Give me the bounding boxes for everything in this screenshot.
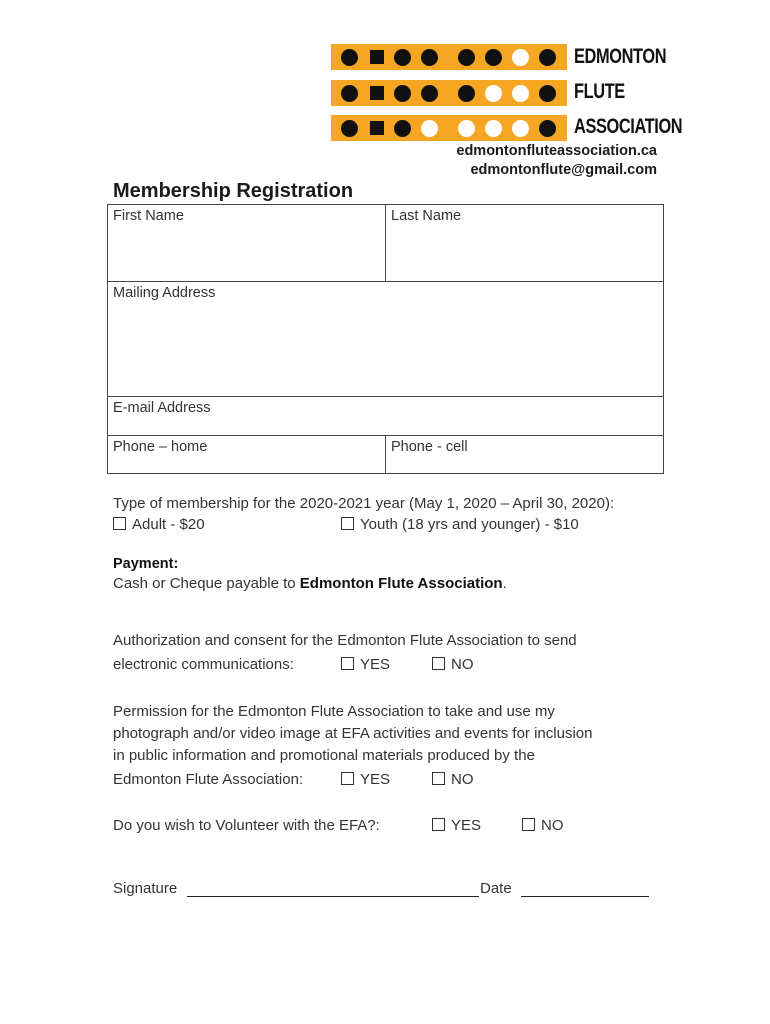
adult-option[interactable] <box>113 516 205 533</box>
youth-option[interactable] <box>341 516 579 533</box>
volunteer-question: Do you wish to Volunteer with the EFA?: <box>113 817 380 834</box>
logo-open-dot <box>485 85 502 102</box>
payment-prefix: Cash or Cheque payable to <box>113 575 300 592</box>
date-line[interactable] <box>521 896 649 897</box>
logo-open-dot <box>421 120 438 137</box>
logo-square <box>370 121 384 135</box>
email-label: E-mail Address <box>113 400 211 416</box>
last-name-field[interactable] <box>385 204 664 282</box>
date-label: Date <box>480 880 512 897</box>
email-link[interactable]: edmontonflute@gmail.com <box>470 162 657 178</box>
logo-word: EDMONTON <box>574 45 667 68</box>
efa-logo <box>331 44 683 140</box>
permission-line-4: Edmonton Flute Association: <box>113 771 304 788</box>
phone-home-field[interactable] <box>107 435 386 474</box>
logo-dot <box>458 49 475 66</box>
mailing-address-field[interactable] <box>107 281 664 397</box>
volunteer-no-checkbox[interactable] <box>522 818 535 831</box>
logo-open-dot <box>458 120 475 137</box>
permission-line-2: photograph and/or video image at EFA activities and events for inclusion <box>113 725 593 742</box>
adult-checkbox[interactable] <box>113 517 126 530</box>
logo-dot <box>539 49 556 66</box>
first-name-field[interactable] <box>107 204 386 282</box>
logo-dot <box>394 49 411 66</box>
logo-bar-1 <box>331 44 567 70</box>
adult-label: Adult - $20 <box>132 516 205 533</box>
logo-open-dot <box>485 120 502 137</box>
logo-word: FLUTE <box>574 80 625 103</box>
volunteer-yes-option[interactable] <box>432 817 481 834</box>
logo-open-dot <box>512 85 529 102</box>
logo-square <box>370 86 384 100</box>
logo-open-dot <box>512 49 529 66</box>
logo-bar-2 <box>331 80 567 106</box>
volunteer-yes-label: YES <box>451 817 482 834</box>
volunteer-no-option[interactable] <box>522 817 564 834</box>
logo-dot <box>341 49 358 66</box>
payment-payee: Edmonton Flute Association <box>299 575 503 592</box>
permission-line-1: Permission for the Edmonton Flute Association to take and use my <box>113 703 555 720</box>
phone-home-label: Phone – home <box>113 439 208 455</box>
permission-line-3: in public information and promotional materials produced by the <box>113 747 535 764</box>
permission-no-checkbox[interactable] <box>432 772 445 785</box>
logo-word: ASSOCIATION <box>574 115 683 138</box>
mailing-address-label: Mailing Address <box>113 285 216 301</box>
logo-dot <box>539 85 556 102</box>
signature-label: Signature <box>113 880 178 897</box>
payment-text <box>113 575 507 592</box>
consent-no-label: NO <box>451 656 474 673</box>
logo-square <box>370 50 384 64</box>
website-link[interactable]: edmontonfluteassociation.ca <box>456 143 657 159</box>
permission-yes-checkbox[interactable] <box>341 772 354 785</box>
first-name-label: First Name <box>113 208 184 224</box>
logo-dot <box>421 85 438 102</box>
consent-line-1: Authorization and consent for the Edmonton Flute Association to send <box>113 632 577 649</box>
youth-label: Youth (18 yrs and younger) - $10 <box>360 516 579 533</box>
logo-dot <box>341 85 358 102</box>
logo-dot <box>458 85 475 102</box>
logo-dot <box>394 120 411 137</box>
consent-yes-option[interactable] <box>341 656 390 673</box>
permission-yes-option[interactable] <box>341 771 390 788</box>
phone-cell-field[interactable] <box>385 435 664 474</box>
payment-heading: Payment: <box>113 556 179 572</box>
logo-dot <box>394 85 411 102</box>
logo-open-dot <box>512 120 529 137</box>
volunteer-yes-checkbox[interactable] <box>432 818 445 831</box>
logo-dot <box>539 120 556 137</box>
page-title: Membership Registration <box>113 180 354 202</box>
consent-line-2: electronic communications: <box>113 656 294 673</box>
logo-dot <box>421 49 438 66</box>
signature-line[interactable] <box>187 896 479 897</box>
consent-yes-checkbox[interactable] <box>341 657 354 670</box>
last-name-label: Last Name <box>391 208 462 224</box>
logo-bar-3 <box>331 115 567 141</box>
volunteer-no-label: NO <box>541 817 564 834</box>
consent-no-option[interactable] <box>432 656 474 673</box>
logo-dot <box>341 120 358 137</box>
consent-yes-label: YES <box>360 656 391 673</box>
permission-no-label: NO <box>451 771 474 788</box>
logo-dot <box>485 49 502 66</box>
payment-suffix: . <box>502 575 507 592</box>
email-field[interactable] <box>107 396 664 436</box>
consent-no-checkbox[interactable] <box>432 657 445 670</box>
permission-no-option[interactable] <box>432 771 474 788</box>
youth-checkbox[interactable] <box>341 517 354 530</box>
phone-cell-label: Phone - cell <box>391 439 468 455</box>
membership-question: Type of membership for the 2020-2021 year (May 1, 2020 – April 30, 2020): <box>113 495 615 512</box>
permission-yes-label: YES <box>360 771 391 788</box>
